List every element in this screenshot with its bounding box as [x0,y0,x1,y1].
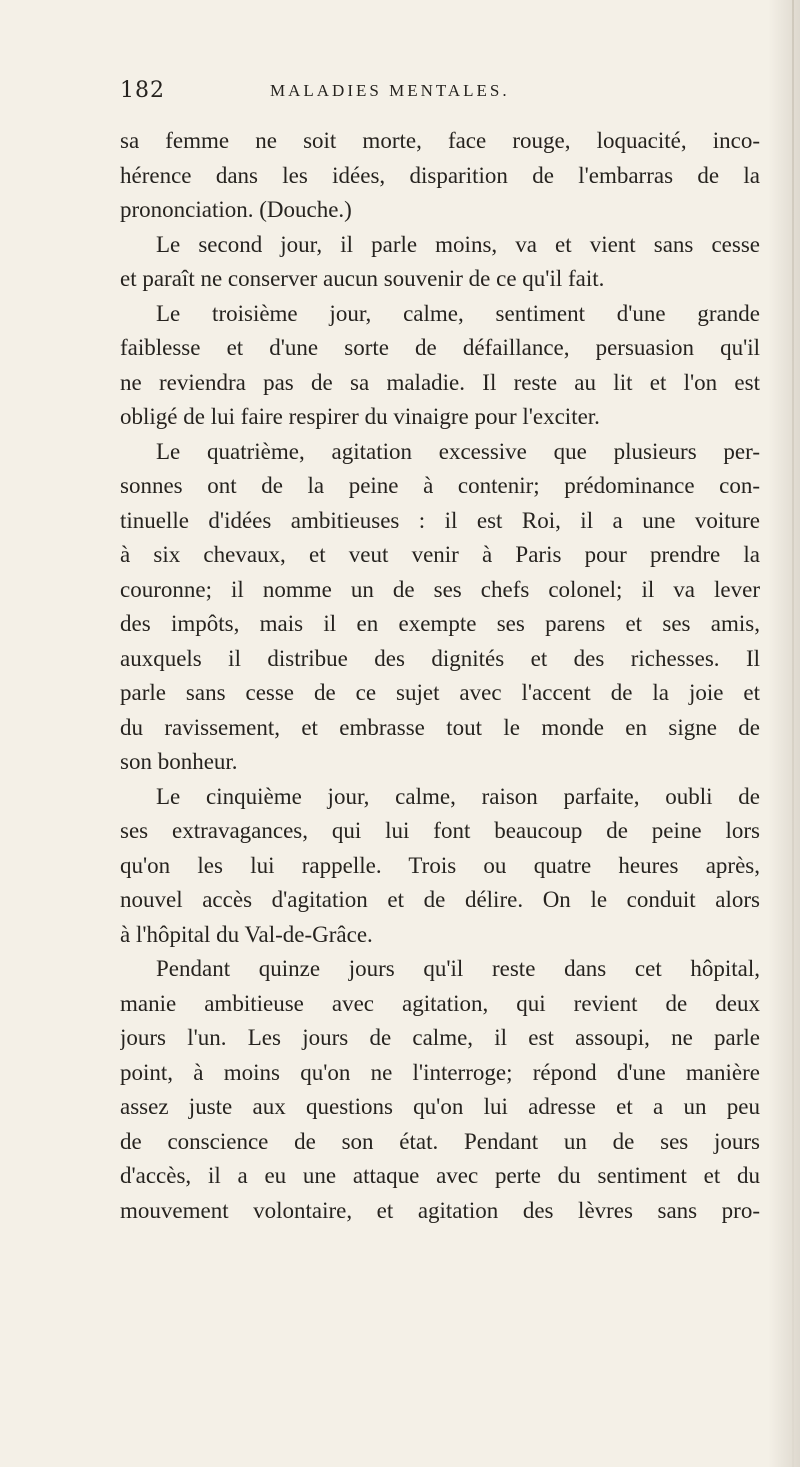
text-line: de conscience de son état. Pendant un de ses jours [120,1128,760,1154]
text-line: d'accès, il a eu une attaque avec perte du sentiment et du [120,1163,760,1188]
text-line: faiblesse et d'une sorte de défaillance, persuasion qu'il [120,335,760,360]
text-line: ne reviendra pas de sa maladie. Il reste au lit et l'on est [120,369,760,395]
page-header [120,78,760,108]
text-line: et paraît ne conserver aucun souvenir de ce qu'il fait. [120,266,605,291]
text-line: sa femme ne soit morte, face rouge, loquacité, inco- [120,128,760,153]
text-line: point, à moins qu'on ne l'interroge; répond d'une manière [120,1059,760,1085]
text-line: à l'hôpital du Val-de-Grâce. [120,921,373,947]
text-line: du ravissement, et embrasse tout le monde en signe de [120,714,760,740]
text-line: son bonheur. [120,749,238,774]
text-line: hérence dans les idées, disparition de l'embarras de la [120,162,760,188]
text-line: auxquels il distribue des dignités et des richesses. Il [120,645,760,671]
text-line: prononciation. (Douche.) [120,197,352,222]
text-line: jours l'un. Les jours de calme, il est assoupi, ne parle [120,1025,760,1050]
text-line: couronne; il nomme un de ses chefs colonel; il va lever [120,576,760,602]
text-line: Le troisième jour, calme, sentiment d'une grande [156,300,760,326]
text-line: parle sans cesse de ce sujet avec l'accent de la joie et [120,680,760,705]
text-line: sonnes ont de la peine à contenir; prédominance con- [120,473,760,498]
text-line: à six chevaux, et veut venir à Paris pour prendre la [120,542,760,567]
text-line: assez juste aux questions qu'on lui adresse et a un peu [120,1094,760,1119]
text-line: ses extravagances, qui lui font beaucoup de peine lors [120,818,760,843]
text-line: Pendant quinze jours qu'il reste dans cet hôpital, [156,956,760,981]
text-line: Le cinquième jour, calme, raison parfaite, oubli de [156,783,760,809]
text-line: tinuelle d'idées ambitieuses : il est Roi, il a une voiture [120,507,760,533]
text-line: nouvel accès d'agitation et de délire. On le conduit alors [120,887,760,912]
body-text [120,124,760,1228]
text-line: mouvement volontaire, et agitation des lèvres sans pro- [120,1197,760,1223]
text-line: obligé de lui faire respirer du vinaigre pour l'exciter. [120,404,600,429]
page-edge-shadow [792,0,794,1467]
page-number: 182 [120,78,165,103]
text-line: Le second jour, il parle moins, va et vient sans cesse [156,231,760,257]
text-line: Le quatrième, agitation excessive que plusieurs per- [156,438,760,464]
text-line: des impôts, mais il en exempte ses parens et ses amis, [120,611,760,636]
running-head: MALADIES MENTALES. [270,81,510,100]
text-line: qu'on les lui rappelle. Trois ou quatre heures après, [120,852,760,878]
text-line: manie ambitieuse avec agitation, qui revient de deux [120,990,760,1016]
